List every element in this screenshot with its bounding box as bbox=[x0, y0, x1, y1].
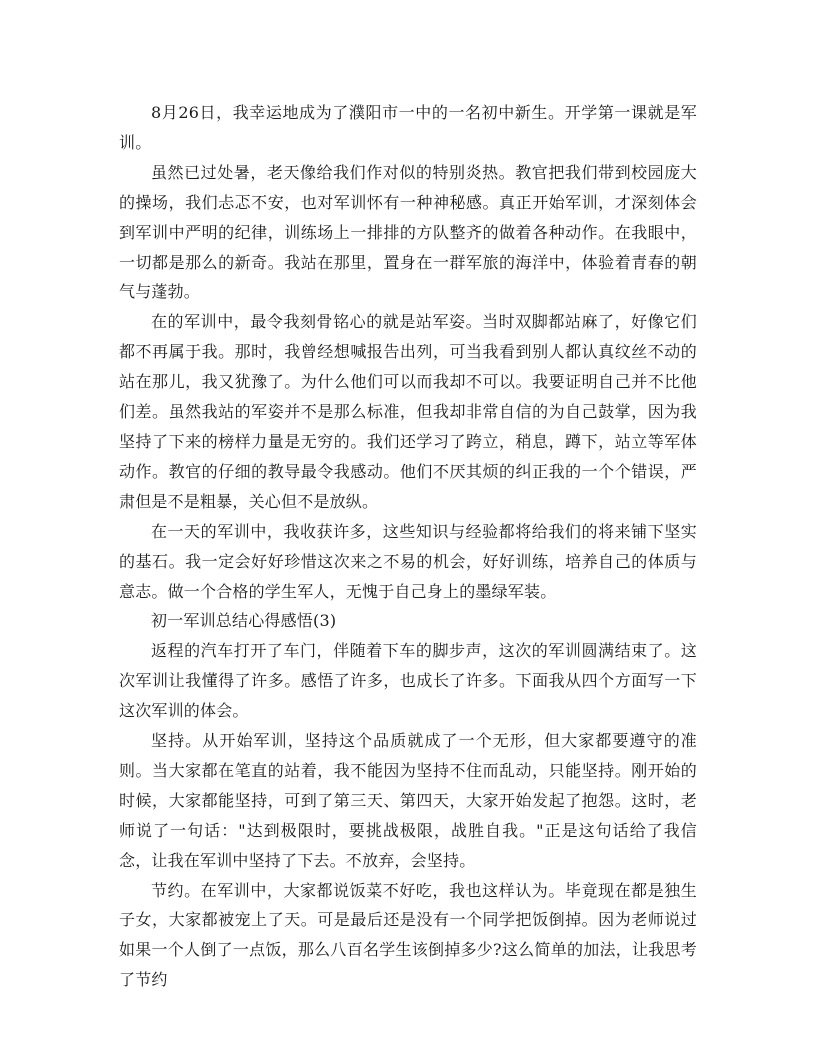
paragraph-6: 坚持。从开始军训，坚持这个品质就成了一个无形，但大家都要遵守的准则。当大家都在笔直的站着，我不能因为坚持不住而乱动，只能坚持。刚开始的时候，大家都能坚持，可到了第三天、第四天，大家开始发起了抱怨。这时，老师说了一句话："达到极限时，要挑战极限，战胜自我。"正是这句话给了我信念，让我在军训中坚持了下去。不放弃，会坚持。 bbox=[119, 731, 697, 870]
paragraph-3: 在的军训中，最令我刻骨铭心的就是站军姿。当时双脚都站麻了，好像它们都不再属于我。那时，我曾经想喊报告出列，可当我看到别人都认真纹丝不动的站在那儿，我又犹豫了。为什么他们可以而我却不可以。我要证明自己并不比他们差。虽然我站的军姿并不是那么标准，但我却非常自信的为自己鼓掌，因为我坚持了下来的榜样力量是无穷的。我们还学习了跨立，稍息，蹲下，站立等军体动作。教官的仔细的教导最令我感动。他们不厌其烦的纠正我的一个个错误，严肃但是不是粗暴，关心但不是放纵。 bbox=[119, 312, 697, 511]
paragraph-7: 节约。在军训中，大家都说饭菜不好吃，我也这样认为。毕竟现在都是独生子女，大家都被宠上了天。可是最后还是没有一个同学把饭倒掉。因为老师说过如果一个人倒了一点饭，那么八百名学生该倒掉多少?这么简单的加法，让我思考了节约 bbox=[119, 880, 697, 990]
section-heading: 初一军训总结心得感悟(3) bbox=[151, 611, 337, 631]
paragraph-2: 虽然已过处暑，老天像给我们作对似的特别炎热。教官把我们带到校园庞大的操场，我们忐忑不安，也对军训怀有一种神秘感。真正开始军训，才深刻体会到军训中严明的纪律，训练场上一排排的方队整齐的做着各种动作。在我眼中，一切都是那么的新奇。我站在那里，置身在一群军旅的海洋中，体验着青春的朝气与蓬勃。 bbox=[119, 162, 697, 302]
paragraph-5: 返程的汽车打开了车门，伴随着下车的脚步声，这次的军训圆满结束了。这次军训让我懂得了许多。感悟了许多，也成长了许多。下面我从四个方面写一下这次军训的体会。 bbox=[119, 641, 697, 721]
paragraph-1: 8月26日，我幸运地成为了濮阳市一中的一名初中新生。开学第一课就是军训。 bbox=[119, 103, 697, 152]
document-body bbox=[119, 98, 697, 995]
paragraph-4: 在一天的军训中，我收获许多，这些知识与经验都将给我们的将来铺下坚实的基石。我一定会好好珍惜这次来之不易的机会，好好训练，培养自己的体质与意志。做一个合格的学生军人，无愧于自己身上的墨绿军装。 bbox=[119, 521, 697, 601]
